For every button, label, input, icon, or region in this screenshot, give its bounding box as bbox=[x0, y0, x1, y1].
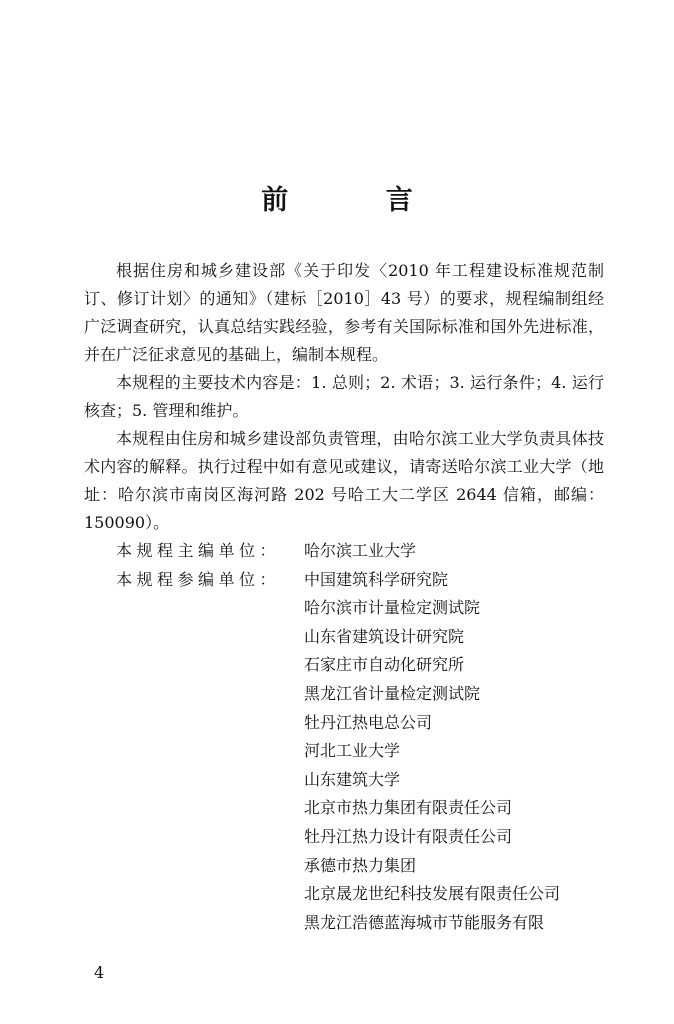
chief-editor-name: 哈尔滨工业大学 bbox=[304, 541, 417, 560]
participating-org: 山东建筑大学 bbox=[304, 769, 401, 789]
participating-org: 哈尔滨市计量检定测试院 bbox=[304, 598, 481, 618]
participating-list bbox=[304, 566, 560, 938]
participating-label: 本规程参编单位： bbox=[116, 569, 281, 589]
participating-org: 石家庄市自动化研究所 bbox=[304, 655, 465, 675]
participating-org: 北京晟龙世纪科技发展有限责任公司 bbox=[304, 884, 561, 904]
participating-org: 北京市热力集团有限责任公司 bbox=[304, 798, 513, 818]
participating-org: 黑龙江省计量检定测试院 bbox=[304, 683, 481, 703]
page-title: 前 言 bbox=[261, 185, 457, 216]
participating-org: 承德市热力集团 bbox=[304, 855, 417, 875]
participating-org: 牡丹江热电总公司 bbox=[304, 712, 433, 732]
participating-org: 山东省建筑设计研究院 bbox=[304, 626, 465, 646]
chief-editor-row bbox=[84, 537, 604, 566]
organizations-block bbox=[84, 537, 604, 937]
participating-row bbox=[84, 566, 604, 938]
participating-org: 黑龙江浩德蓝海城市节能服务有限 bbox=[304, 912, 545, 932]
participating-org: 牡丹江热力设计有限责任公司 bbox=[304, 826, 513, 846]
paragraph-basis: 根据住房和城乡建设部《关于印发〈2010 年工程建设标准规范制订、修订计划〉的通知》（建标［2010］43 号）的要求，规程编制组经广泛调查研究，认真总结实践经验，参考有关国际标准和国外先进标准，并在广泛征求意见的基础上，编制本规程。 bbox=[84, 261, 604, 364]
participating-org: 河北工业大学 bbox=[304, 741, 401, 761]
participating-org: 中国建筑科学研究院 bbox=[304, 569, 449, 589]
page-number: 4 bbox=[94, 963, 105, 982]
paragraph-management: 本规程由住房和城乡建设部负责管理，由哈尔滨工业大学负责具体技术内容的解释。执行过程中如有意见或建议，请寄送哈尔滨工业大学（地址：哈尔滨市南岗区海河路 202 号哈工大二学区 2644 信箱，邮编：150090）。 bbox=[84, 429, 604, 532]
paragraph-contents: 本规程的主要技术内容是：1. 总则；2. 术语；3. 运行条件；4. 运行核查；5. 管理和维护。 bbox=[84, 373, 604, 420]
chief-editor-label: 本规程主编单位： bbox=[116, 541, 281, 560]
preface-body bbox=[84, 257, 604, 937]
